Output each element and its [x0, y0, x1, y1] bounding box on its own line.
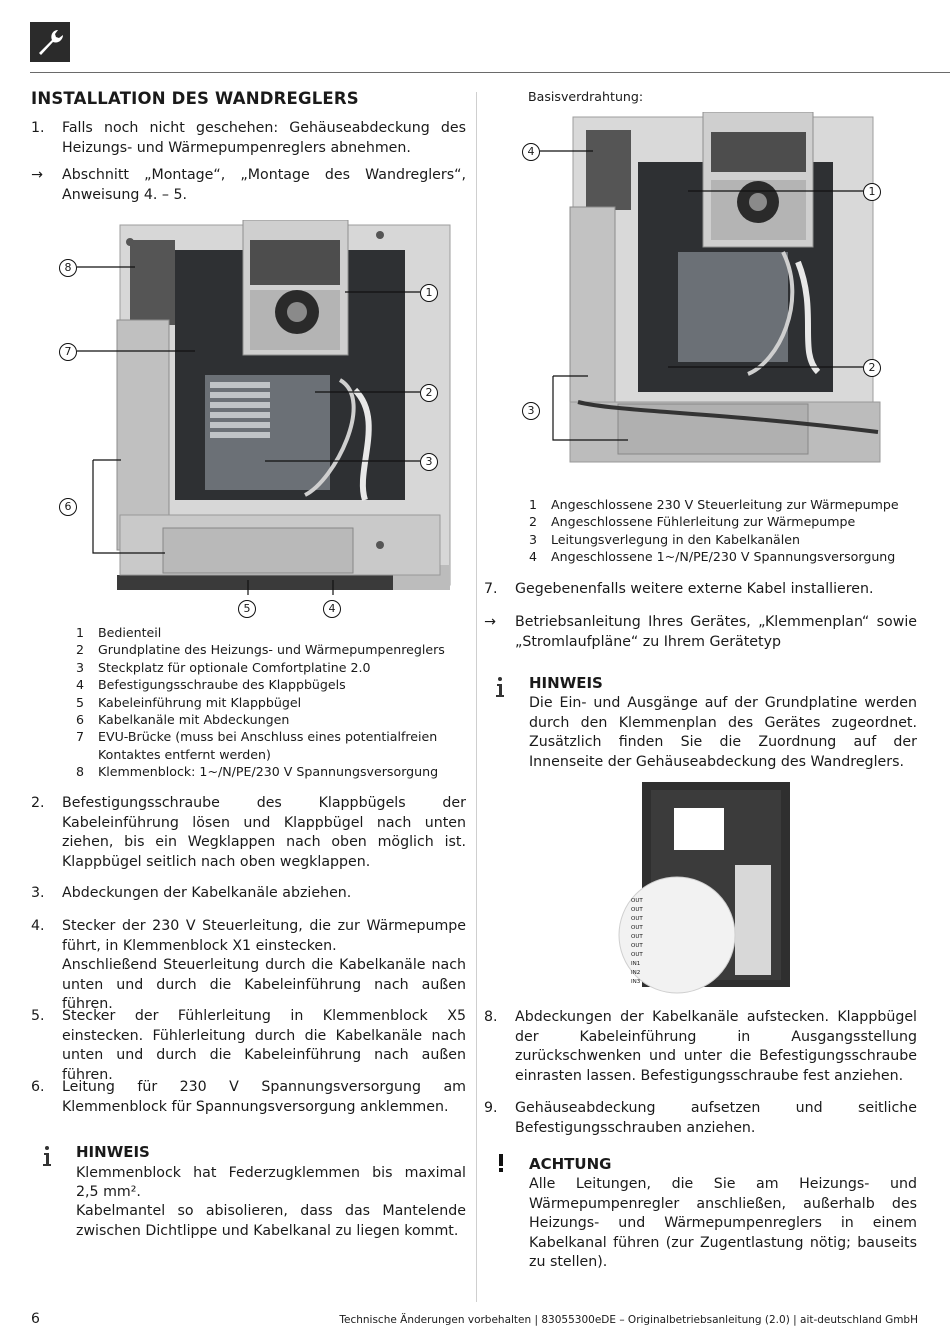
- arrow-icon: →: [484, 614, 496, 630]
- cover-label-table: OUT OUT OUT OUT OUT OUT OUT IN1 IN2 IN3: [631, 898, 643, 985]
- step-text-continued: Anschließend Steuerleitung durch die Kabelkanäle nach unten und durch die Kabeleinführung nach außen führen.: [62, 957, 466, 1012]
- step-number: 4.: [31, 918, 45, 934]
- controller-illustration: [55, 220, 455, 620]
- step-number: 1.: [31, 120, 45, 136]
- achtung-text: Alle Leitungen, die Sie am Heizungs- und Wärmepumpenregler anschließen, außerhalb des Heizungs- und Wärmepumpenreglers in einem Kabelkanal führen (zur Zugentlastung nötig; bauseits zu stellen).: [529, 1176, 917, 1270]
- page-number: 6: [31, 1311, 40, 1327]
- legend-item: 3 Leitungsverlegung in den Kabelkanälen: [529, 531, 801, 547]
- arrow-icon: →: [31, 167, 43, 183]
- header-rule: [30, 72, 950, 73]
- legend-item: 1 Angeschlossene 230 V Steuerleitung zur Wärmepumpe: [529, 497, 899, 512]
- hinweis-title: HINWEIS: [529, 674, 603, 692]
- reference-text: Abschnitt „Montage“, „Montage des Wandreglers“, Anweisung 4. – 5.: [62, 167, 466, 203]
- cover-photo: [617, 780, 792, 995]
- legend-item: 6 Kabelkanäle mit Abdeckungen: [76, 711, 290, 727]
- step-text: Abdeckungen der Kabelkanäle abziehen.: [62, 885, 352, 901]
- step-number: 8.: [484, 1009, 498, 1025]
- figure-legend: [76, 624, 466, 781]
- callout-5: 5: [238, 600, 256, 618]
- callout-3: 3: [522, 402, 540, 420]
- callout-8: 8: [59, 259, 77, 277]
- column-divider: [476, 92, 477, 1302]
- callout-7: 7: [59, 343, 77, 361]
- callout-4: 4: [323, 600, 341, 618]
- legend-item: 4 Angeschlossene 1~/N/PE/230 V Spannungsversorgung: [529, 549, 896, 565]
- figure-legend: [529, 496, 929, 566]
- step-number: 5.: [31, 1008, 45, 1024]
- step-number: 9.: [484, 1100, 498, 1116]
- info-icon: [493, 676, 507, 698]
- reference-text: Betriebsanleitung Ihres Gerätes, „Klemmenplan“ sowie „Stromlaufpläne“ zu Ihrem Gerätetyp: [515, 614, 917, 650]
- step-number: 6.: [31, 1079, 45, 1095]
- step-text: Gegebenenfalls weitere externe Kabel installieren.: [515, 581, 874, 597]
- callout-4: 4: [522, 143, 540, 161]
- step-text: Falls noch nicht geschehen: Gehäuseabdeckung des Heizungs- und Wärmepumpenreglers abnehmen.: [62, 120, 466, 156]
- hinweis-text-line1: Klemmenblock hat Federzugklemmen bis maximal: [76, 1165, 466, 1181]
- figure-caption: Basisverdrahtung:: [528, 89, 644, 104]
- hinweis-title: HINWEIS: [76, 1143, 150, 1161]
- step-text: Stecker der 230 V Steuerleitung, die zur Wärmepumpe führt, in Klemmenblock X1 einstecken.: [62, 918, 466, 954]
- step-text: Gehäuseabdeckung aufsetzen und seitliche Befestigungsschrauben anziehen.: [515, 1100, 917, 1136]
- footer-text: Technische Änderungen vorbehalten | 83055300eDE – Originalbetriebsanleitung (2.0) | ait-deutschland GmbH: [339, 1314, 918, 1326]
- hinweis-text-line1b: 2,5 mm².: [76, 1184, 141, 1200]
- step-text: Befestigungsschraube des Klappbügels der Kabeleinführung lösen und Klappbügel nach unten ziehen, bis ein Wegklappen nach oben möglich ist. Klappbügel seitlich nach oben wegklappen.: [62, 795, 466, 870]
- callout-1: 1: [863, 183, 881, 201]
- legend-item: 4 Befestigungsschraube des Klappbügels: [76, 677, 346, 693]
- hinweis-text: Die Ein- und Ausgänge auf der Grundplatine werden durch den Klemmenplan des Gerätes zugeordnet. Zusätzlich finden Sie die Zuordnung auf der Innenseite der Gehäuseabdeckung des Wandreglers.: [529, 695, 917, 770]
- controller-photo: [55, 220, 455, 620]
- callout-6: 6: [59, 498, 77, 516]
- step-text: Stecker der Fühlerleitung in Klemmenblock X5 einstecken. Fühlerleitung durch die Kabelkanäle nach unten und durch die Kabeleinführung nach außen führen.: [62, 1008, 466, 1083]
- step-number: 2.: [31, 795, 45, 811]
- callout-1: 1: [420, 284, 438, 302]
- wrench-icon-box: [30, 22, 70, 62]
- step-number: 3.: [31, 885, 45, 901]
- callout-2: 2: [863, 359, 881, 377]
- step-text: Abdeckungen der Kabelkanäle aufstecken. Klappbügel der Kabeleinführung in Ausgangsstellung zurückschwenken und unter die Befestigungsschraube einrasten lassen. Befestigungsschraube fest anziehen.: [515, 1009, 917, 1084]
- exclamation-icon: [495, 1153, 507, 1173]
- legend-item: 2 Grundplatine des Heizungs- und Wärmepumpenreglers: [76, 642, 445, 658]
- legend-item: 7 EVU-Brücke (muss bei Anschluss eines potentialfreien Kontaktes entfernt werden): [76, 729, 438, 762]
- section-title: INSTALLATION DES WANDREGLERS: [31, 89, 359, 108]
- step-text: Leitung für 230 V Spannungsversorgung am Klemmenblock für Spannungsversorgung anklemmen.: [62, 1079, 466, 1115]
- legend-item: 1 Bedienteil: [76, 625, 162, 640]
- callout-2: 2: [420, 384, 438, 402]
- legend-item: 5 Kabeleinführung mit Klappbügel: [76, 694, 302, 710]
- wiring-photo: [518, 112, 888, 482]
- hinweis-text-line2: Kabelmantel so abisolieren, dass das Mantelende zwischen Dichtlippe und Kabelkanal zu liegen kommt.: [76, 1203, 466, 1239]
- info-icon: [40, 1145, 54, 1167]
- legend-item: 8 Klemmenblock: 1~/N/PE/230 V Spannungsversorgung: [76, 764, 439, 780]
- wrench-icon: [30, 22, 70, 62]
- legend-item: 3 Steckplatz für optionale Comfortplatine 2.0: [76, 659, 371, 675]
- callout-3: 3: [420, 453, 438, 471]
- wiring-illustration: [518, 112, 888, 482]
- legend-item: 2 Angeschlossene Fühlerleitung zur Wärmepumpe: [529, 514, 856, 530]
- achtung-title: ACHTUNG: [529, 1155, 612, 1173]
- step-number: 7.: [484, 581, 498, 597]
